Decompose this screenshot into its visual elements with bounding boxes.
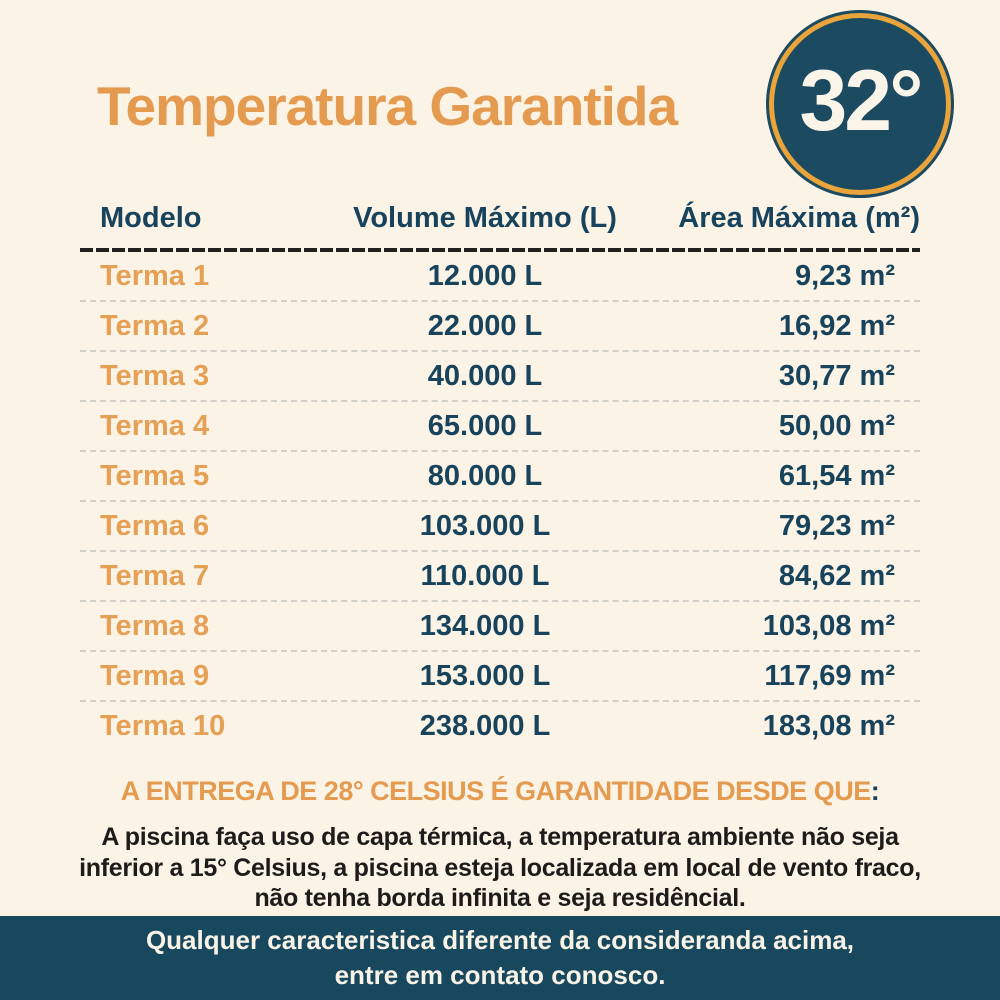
column-header-volume: Volume Máximo (L) — [353, 202, 617, 234]
table-row — [80, 652, 920, 702]
footer-bar — [0, 916, 1000, 1000]
volume-cell: 153.000 L — [419, 659, 551, 692]
area-cell: 79,23 m² — [778, 509, 895, 542]
conditions-paragraph: A piscina faça uso de capa térmica, a temperatura ambiente não seja inferior a 15° Celsius, a piscina esteja localizada em local de vento fraco, não tenha borda infinita e seja residêncial. — [79, 823, 921, 912]
volume-cell: 12.000 L — [427, 259, 543, 292]
model-cell: Terma 9 — [100, 659, 210, 692]
footer-line-2: entre em contato conosco. — [334, 959, 666, 990]
table-header-row — [80, 202, 920, 235]
page-title: Temperatura Garantida — [97, 75, 678, 137]
table-row — [80, 702, 920, 750]
table-row — [80, 402, 920, 452]
area-cell: 183,08 m² — [762, 709, 895, 742]
volume-cell: 103.000 L — [419, 509, 551, 542]
table-row — [80, 502, 920, 552]
volume-cell: 134.000 L — [419, 609, 551, 642]
model-cell: Terma 6 — [100, 509, 210, 542]
area-cell: 30,77 m² — [778, 359, 895, 392]
guarantee-note — [0, 776, 1000, 807]
table-row — [80, 552, 920, 602]
model-cell: Terma 2 — [100, 309, 210, 342]
model-cell: Terma 4 — [100, 409, 210, 442]
table-row — [80, 452, 920, 502]
temperature-badge — [769, 13, 951, 195]
guarantee-note-colon: : — [870, 776, 880, 806]
area-cell: 103,08 m² — [762, 609, 895, 642]
temperature-value: 32° — [799, 52, 921, 149]
column-header-model: Modelo — [100, 202, 202, 234]
area-cell: 61,54 m² — [778, 459, 895, 492]
table-row — [80, 252, 920, 302]
area-cell: 16,92 m² — [778, 309, 895, 342]
footer-line-1: Qualquer caracteristica diferente da consideranda acima, — [145, 925, 855, 956]
area-cell: 9,23 m² — [795, 259, 895, 292]
model-cell: Terma 7 — [100, 559, 210, 592]
volume-cell: 80.000 L — [427, 459, 543, 492]
table-row — [80, 602, 920, 652]
area-cell: 84,62 m² — [778, 559, 895, 592]
model-cell: Terma 3 — [100, 359, 210, 392]
volume-cell: 238.000 L — [419, 709, 551, 742]
table-row — [80, 352, 920, 402]
model-cell: Terma 8 — [100, 609, 210, 642]
volume-cell: 65.000 L — [427, 409, 543, 442]
area-cell: 50,00 m² — [778, 409, 895, 442]
volume-cell: 110.000 L — [420, 559, 550, 592]
model-spec-table — [80, 202, 920, 750]
volume-cell: 40.000 L — [427, 359, 543, 392]
guarantee-note-text: A ENTREGA DE 28° CELSIUS É GARANTIDADE DESDE QUE — [120, 776, 871, 806]
model-cell: Terma 5 — [100, 459, 210, 492]
model-cell: Terma 1 — [100, 259, 210, 292]
model-cell: Terma 10 — [100, 709, 226, 742]
column-header-area: Área Máxima (m²) — [678, 202, 920, 234]
table-row — [80, 302, 920, 352]
area-cell: 117,69 m² — [764, 659, 895, 692]
volume-cell: 22.000 L — [427, 309, 543, 342]
